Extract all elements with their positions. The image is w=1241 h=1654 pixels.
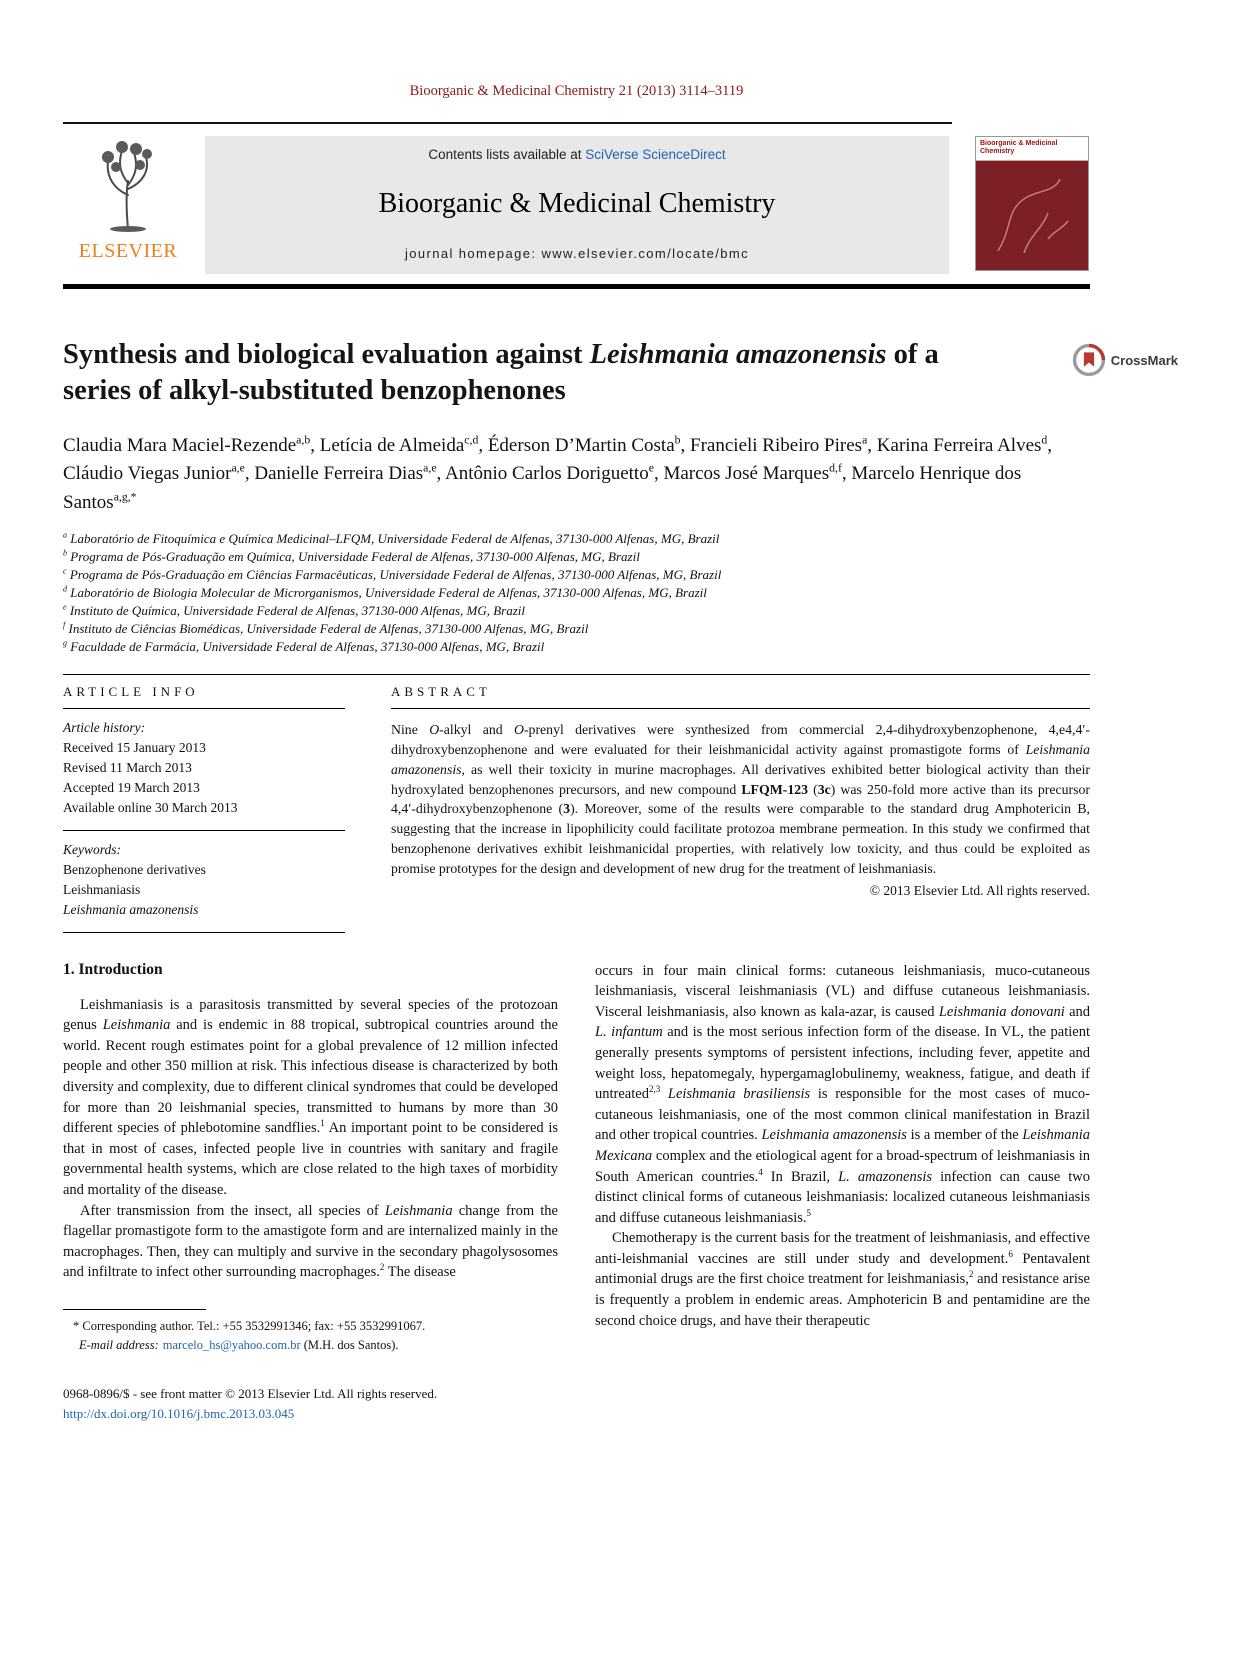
keyword-item: Leishmaniasis — [63, 881, 141, 897]
article-history-label: Article history: — [63, 720, 146, 735]
intro-paragraph: After transmission from the insect, all species of Leishmania change from the flagellar promastigote form to the amastigote form and are internalized mainly in the macrophages. Then, they can multiply and survive in the secondary phagolysosomes and infiltrate to infect other surrounding macrophages.$^2$ The disease — [63, 1202, 558, 1281]
affiliation-item: $^b$ Programa de Pós-Graduação em Química, Universidade Federal de Alfenas, 37130-000 Alfenas, MG, Brazil — [63, 549, 640, 565]
affiliation-item: $^g$ Faculdade de Farmácia, Universidade Federal de Alfenas, 37130-000 Alfenas, MG, Brazil — [63, 638, 545, 655]
affiliation-item: $^f$ Instituto de Ciências Biomédicas, Universidade Federal de Alfenas, 37130-000 Alfenas, MG, Brazil — [63, 620, 589, 637]
footnote-rule — [63, 1309, 206, 1310]
history-online: Available online 30 March 2013 — [63, 799, 238, 815]
article-title: Synthesis and biological evaluation against Leishmania amazonensis of a series of alkyl-substituted benzophenones — [63, 339, 939, 407]
article-info-column — [63, 675, 345, 933]
abstract-column — [391, 675, 1090, 933]
divider — [391, 708, 1090, 709]
journal-masthead — [63, 124, 1090, 274]
intro-paragraph: Leishmaniasis is a parasitosis transmitted by several species of the protozoan genus Leishmania and is endemic in 88 tropical, subtropical countries around the world. Recent rough estimates point for a global prevalence of 12 million infected people and other 350 million at risk. This infectious disease is characterized by both diversity and complexity, due to different clinical syndromes that could be developed for more than 20 leishmanial species, transmitted to humans by more than 30 different species of phlebotomine sandflies.$^1$ An important point to be considered is that in most of cases, infected people live in countries with sanitary and fragile governmental health systems, which are close related to the high taxes of morbidity and mortality of the disease. — [63, 996, 558, 1198]
section-heading-introduction: 1. Introduction — [63, 960, 163, 978]
article-info-abstract-block — [63, 674, 1090, 933]
abstract-text: Nine O-alkyl and O-prenyl derivatives were synthesized from commercial 2,4-dihydroxybenzophenone, 4,e4,4′-dihydroxybenzophenone and were evaluated for their leishmanicidal activity against promastigote forms of Leishmania amazonensis, as well their toxicity in murine macrophages. All derivatives exhibited better biological activity than their hydroxylated benzophenones precursors, and new compound LFQM-123 (3c) was 250-fold more active than its precursor 4,4′-dihydroxybenzophenone (3). Moreover, some of the results were comparable to the standard drug Amphotericin B, suggesting that the increase in lipophilicity could facilitate protozoa membrane permeation. In this study we confirmed that benzophenone derivatives exhibit leishmanicidal properties, with relatively low toxicity, and thus could be exploited as promise prototypes for the design and development of new drug for the treatment of leishmaniasis. — [391, 722, 1090, 877]
affiliation-item: $^c$ Programa de Pós-Graduação em Ciências Farmacêuticas, Universidade Federal de Alfenas, 37130-000 Alfenas, MG, Brazil — [63, 566, 722, 583]
contents-prefix: Contents lists available at — [428, 147, 586, 162]
corresponding-author-footnote — [63, 1309, 558, 1355]
doi-link[interactable]: http://dx.doi.org/10.1016/j.bmc.2013.03.045 — [63, 1406, 295, 1422]
journal-cover-thumbnail[interactable] — [975, 136, 1089, 271]
journal-citation: Bioorganic & Medicinal Chemistry 21 (2013) 3114–3119 — [409, 83, 744, 99]
history-accepted: Accepted 19 March 2013 — [63, 779, 200, 795]
contents-line — [428, 147, 725, 162]
affiliation-item: $^a$ Laboratório de Fitoquímica e Química Medicinal–LFQM, Universidade Federal de Alfenas, 37130-000 Alfenas, MG, Brazil — [63, 531, 720, 547]
affiliations — [63, 530, 1090, 656]
crossmark-label: CrossMark — [1110, 352, 1178, 368]
intro-paragraph: occurs in four main clinical forms: cutaneous leishmaniasis, muco-cutaneous leishmaniasis, visceral leishmaniasis (VL) and diffuse cutaneous leishmaniasis. Visceral leishmaniasis, also known as kala-azar, is caused Leishmania donovani and L. infantum and is the most serious infection form of the disease. In VL, the patient generally presents symptoms of persistent infections, including fever, appetite and weight loss, hepatomegaly, hypergamaglobulinemy, weakness, fatigue, and death if untreated$^{2,3}$ Leishmania brasiliensis is responsible for the most cases of muco-cutaneous leishmaniasis, one of the most common clinical manifestation in Brazil and other tropical countries. Leishmania amazonensis is a member of the Leishmania Mexicana complex and the etiological agent for a broad-spectrum of leishmaniasis in South American countries.$^4$ In Brazil, L. amazonensis infection can cause two distinct clinical forms of cutaneous leishmaniasis: localized cutaneous leishmaniasis and diffuse cutaneous leishmaniasis.$^5$ — [595, 962, 1091, 1226]
affiliation-item: $^e$ Instituto de Química, Universidade Federal de Alfenas, 37130-000 Alfenas, MG, Brazil — [63, 602, 526, 619]
crossmark-icon — [1072, 343, 1106, 377]
keyword-item: Leishmania amazonensis — [63, 901, 199, 917]
body-left-column — [63, 961, 558, 1355]
divider — [63, 932, 345, 933]
elsevier-tree-icon — [86, 137, 170, 233]
page-footer — [63, 1384, 1090, 1424]
keyword-item: Benzophenone derivatives — [63, 861, 206, 877]
email-suffix: (M.H. dos Santos). — [300, 1337, 399, 1352]
article-body — [63, 961, 1090, 1355]
sciencedirect-link[interactable]: SciVerse ScienceDirect — [585, 147, 726, 162]
masthead-bottom-rule — [63, 284, 1090, 289]
history-received: Received 15 January 2013 — [63, 739, 206, 755]
elsevier-logo[interactable] — [63, 124, 193, 274]
elsevier-wordmark: ELSEVIER — [78, 240, 178, 262]
issn-copyright-line: 0968-0896/$ - see front matter © 2013 Elsevier Ltd. All rights reserved. — [63, 1386, 438, 1402]
author-list: Claudia Mara Maciel-Rezende$^{a,b}$, Letícia de Almeida$^{c,d}$, Éderson D’Martin Costa$^b$, Francieli Ribeiro Pires$^a$, Karina Ferreira Alves$^d$, Cláudio Viegas Junior$^{a,e}$, Danielle Ferreira Dias$^{a,e}$, Antônio Carlos Doriguetto$^e$, Marcos José Marques$^{d,f}$, Marcelo Henrique dos Santos$^{a,g,*}$ — [63, 433, 1053, 513]
corresponding-author-line: * Corresponding author. Tel.: +55 3532991346; fax: +55 3532991067. — [73, 1318, 426, 1333]
affiliation-item: $^d$ Laboratório de Biologia Molecular de Microrganismos, Universidade Federal de Alfenas, 37130-000 Alfenas, MG, Brazil — [63, 584, 707, 601]
copyright-line: © 2013 Elsevier Ltd. All rights reserved. — [869, 882, 1090, 898]
cover-art — [988, 169, 1078, 259]
divider — [63, 830, 345, 831]
article-info-heading: ARTICLE INFO — [63, 684, 199, 699]
history-revised: Revised 11 March 2013 — [63, 759, 192, 775]
email-link[interactable]: marcelo_hs@yahoo.com.br — [162, 1337, 301, 1352]
divider — [63, 708, 345, 709]
corresponding-author-email-line — [63, 1336, 558, 1355]
cover-title: Bioorganic & Medicinal Chemistry — [976, 137, 1088, 161]
keywords-label: Keywords: — [63, 841, 121, 857]
intro-paragraph: Chemotherapy is the current basis for the treatment of leishmaniasis, and effective anti-leishmanial vaccines are still under study and development.$^6$ Pentavalent antimonial drugs are the first choice treatment for leishmaniasis,$^2$ and resistance arise is frequently a problem in endemic areas. Amphotericin B and pentamidine are the second choice drugs, and have their therapeutic — [595, 1230, 1090, 1329]
email-label: E-mail address: — [79, 1337, 159, 1352]
body-right-column — [595, 961, 1090, 1355]
crossmark-button[interactable] — [1072, 343, 1178, 377]
journal-title: Bioorganic & Medicinal Chemistry — [378, 188, 776, 219]
masthead-banner — [205, 136, 949, 274]
abstract-heading: ABSTRACT — [391, 684, 491, 699]
journal-homepage-link[interactable]: journal homepage: www.elsevier.com/locate/bmc — [404, 246, 750, 261]
